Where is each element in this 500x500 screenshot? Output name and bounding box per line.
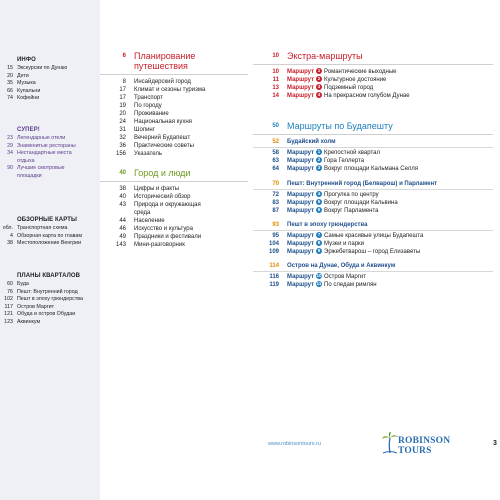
list-item[interactable]: 31 Шопинг: [119, 127, 155, 133]
subsection-header[interactable]: 93 Пешт в эпоху грюндерства: [253, 221, 493, 231]
list-item[interactable]: 38 Цифры и факты: [119, 186, 180, 192]
list-item[interactable]: обл. Транспортная схема: [2, 225, 68, 231]
list-item[interactable]: 14 Маршрут 4 На прекрасном голубом Дунае: [272, 92, 410, 100]
section-header-extra-routes[interactable]: 10 Экстра-маршруты: [253, 51, 493, 65]
list-item[interactable]: 11 Маршрут 2 Культурное достояние: [272, 76, 387, 84]
list-item[interactable]: 17 Климат и сезоны туризма: [119, 87, 206, 93]
robinson-tours-logo[interactable]: [381, 432, 485, 454]
list-item[interactable]: 116 Маршрут 10 Остров Маргит: [269, 273, 366, 281]
section-title: Город и люди: [134, 168, 191, 178]
list-item[interactable]: 143 Мини-разговорник: [115, 242, 185, 248]
list-item[interactable]: 43 Природа и окружающая: [119, 202, 201, 208]
route-number-badge: 10: [316, 273, 322, 279]
subsection-header[interactable]: 114 Остров на Дунае, Обуда и Аквинкум: [253, 262, 493, 272]
page-number: 3: [493, 440, 497, 447]
section-header-people[interactable]: 40 Город и люди: [100, 168, 248, 182]
footer-url-link[interactable]: www.robinsontours.ru: [268, 441, 321, 447]
list-item[interactable]: 74 Кофейни: [7, 95, 40, 102]
list-item[interactable]: 8 Инсайдерский город: [122, 79, 191, 85]
sidebar: [0, 0, 100, 500]
list-item[interactable]: 117 Остров Маргит: [4, 303, 55, 310]
list-item[interactable]: 44 Население: [119, 218, 165, 224]
list-item[interactable]: 119 Маршрут 11 По следам римлян: [269, 281, 377, 289]
route-number-badge: 7: [317, 231, 321, 237]
sidebar-plans-section: [0, 273, 100, 327]
sidebar-info-title: ИНФО: [17, 57, 36, 63]
route-number-badge: 2: [317, 157, 321, 163]
section-title: Маршруты по Будапешту: [287, 121, 393, 132]
list-item[interactable]: 66 Купальни: [7, 87, 41, 94]
route-number-badge: 9: [317, 247, 321, 253]
list-item[interactable]: 109 Маршрут 9 Эржебетварош – город Елизаветы: [268, 247, 421, 256]
list-item[interactable]: 40 Исторический обзор: [119, 194, 191, 200]
subsection-header[interactable]: 70 Пешт: Внутренний город (Белварош) и Парламент: [253, 180, 493, 190]
route-number-badge: 4: [317, 190, 321, 196]
list-item[interactable]: 95 Маршрут 7 Самые красивые улицы Будапешта: [272, 231, 424, 239]
list-item: среда: [134, 210, 151, 216]
route-number-badge: 11: [316, 281, 322, 287]
sidebar-maps-section: [0, 217, 100, 248]
sidebar-super-section: [0, 127, 100, 181]
list-item[interactable]: 121 Обуда и остров Обудаи: [4, 311, 76, 318]
list-item[interactable]: 20 Дети: [7, 72, 29, 79]
route-number-badge: 5: [317, 198, 321, 204]
list-item[interactable]: 24 Национальная кухня: [119, 119, 192, 125]
list-item[interactable]: 32 Вечерний Будапешт: [119, 135, 191, 141]
list-item[interactable]: 4 Обзорная карта по главам: [10, 232, 82, 239]
list-item[interactable]: 83 Маршрут 5 Вокруг площади Кальвина: [272, 198, 398, 206]
route-number-badge: 8: [317, 239, 321, 245]
section-title: Экстра-маршруты: [287, 51, 363, 61]
list-item[interactable]: 35 Музыка: [7, 80, 36, 87]
list-item[interactable]: 46 Искусство и культура: [119, 226, 193, 232]
list-item: площадки: [17, 172, 42, 179]
route-number-badge: 6: [317, 206, 321, 212]
sidebar-plans-title: ПЛАНЫ КВАРТАЛОВ: [17, 273, 81, 279]
list-item[interactable]: 90 Лучшие смотровые: [7, 165, 65, 172]
toc-column-routes: [253, 51, 493, 289]
list-item[interactable]: 76 Пешт: Внутренний город: [7, 288, 78, 295]
list-item: отдыха: [17, 157, 35, 164]
list-item[interactable]: 58 Маршрут 1 Крепостной квартал: [272, 149, 380, 157]
sidebar-info-section: [0, 57, 100, 103]
subsection-header[interactable]: 52 Будайский холм: [253, 138, 493, 148]
toc-column-planning: [100, 51, 248, 249]
list-item[interactable]: 29 Знаменитые рестораны: [7, 142, 76, 149]
list-item[interactable]: 36 Практические советы: [119, 143, 194, 149]
route-number-badge: 3: [317, 84, 321, 90]
list-item[interactable]: 10 Маршрут 1 Романтические выходные: [272, 68, 397, 76]
logo-text: ROBINSON TOURS: [398, 436, 451, 456]
list-item[interactable]: 72 Маршрут 4 Прогулка по центру: [272, 190, 379, 198]
list-item[interactable]: 87 Маршрут 6 Вокруг Парламента: [272, 206, 379, 214]
list-item[interactable]: 19 По городу: [119, 103, 162, 109]
list-item[interactable]: 156 Указатель: [115, 151, 162, 157]
route-number-badge: 3: [317, 165, 321, 171]
section-header-budapest-routes[interactable]: 50 Маршруты по Будапешту: [253, 121, 493, 135]
list-item[interactable]: 123 Аквинкум: [4, 318, 41, 325]
list-item[interactable]: 63 Маршрут 2 Гора Геллерта: [272, 157, 365, 165]
list-item[interactable]: 20 Проживание: [119, 111, 169, 117]
sidebar-maps-title: ОБЗОРНЫЕ КАРТЫ: [17, 217, 77, 223]
route-number-badge: 1: [317, 149, 321, 155]
list-item[interactable]: 23 Легендарные отели: [7, 135, 66, 141]
palm-tree-icon: [381, 432, 399, 454]
list-item[interactable]: 49 Праздники и фестивали: [119, 234, 202, 240]
section-title: Планирование путешествия: [134, 51, 196, 71]
list-item[interactable]: 102 Пешт в эпоху грюндерства: [4, 296, 83, 303]
list-item[interactable]: 34 Нестандартные места: [7, 150, 72, 157]
list-item[interactable]: 38 Местоположение Венгрии: [7, 240, 82, 247]
list-item[interactable]: 60 Буда: [7, 281, 29, 287]
list-item[interactable]: 64 Маршрут 3 Вокруг площади Кальмана Селля: [272, 165, 419, 173]
section-header-planning[interactable]: 6 Планирование путешествия: [100, 51, 248, 75]
list-item[interactable]: 17 Транспорт: [119, 95, 163, 101]
list-item[interactable]: 15 Экскурсии по Дунаю: [7, 65, 68, 71]
list-item[interactable]: 104 Маршрут 8 Музеи и парки: [268, 239, 365, 247]
sidebar-super-title: СУПЕР!: [17, 127, 40, 133]
list-item[interactable]: 13 Маршрут 3 Подземный город: [272, 84, 374, 92]
route-number-badge: 4: [317, 92, 321, 98]
route-number-badge: 1: [317, 68, 321, 73]
route-number-badge: 2: [317, 76, 321, 82]
